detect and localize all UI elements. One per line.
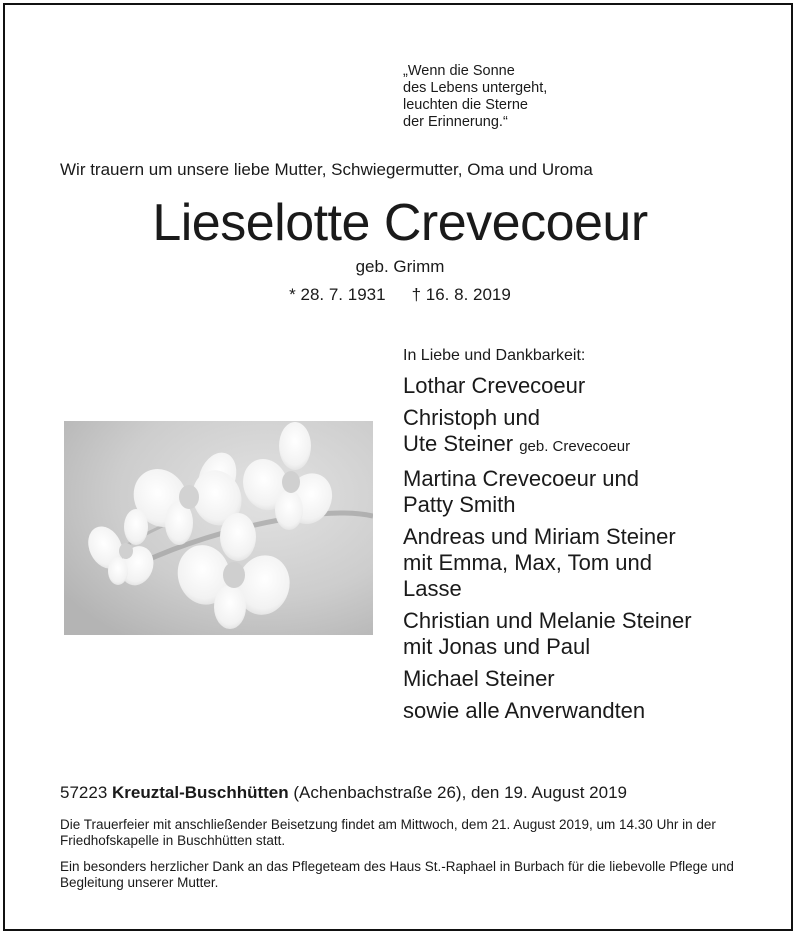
mourner-line: sowie alle Anverwandten bbox=[403, 698, 646, 723]
mourner-entry bbox=[403, 608, 692, 660]
mourner-entry bbox=[403, 524, 692, 602]
mourner-name: Ute Steiner bbox=[403, 431, 514, 456]
funeral-notice: Die Trauerfeier mit anschließender Beisetzung findet am Mittwoch, dem 21. August 2019, um 14.30 Uhr in der Friedhofskapelle in Buschhütten statt. bbox=[60, 817, 716, 848]
mourner-line: mit Emma, Max, Tom und bbox=[403, 550, 652, 575]
mourner-line: Lasse bbox=[403, 576, 462, 601]
mourner-entry bbox=[403, 373, 692, 399]
quote-line: „Wenn die Sonne bbox=[403, 63, 515, 79]
birth-date: * 28. 7. 1931 bbox=[289, 285, 386, 304]
maiden-note: geb. Crevecoeur bbox=[519, 438, 631, 455]
mourners-intro: In Liebe und Dankbarkeit: bbox=[403, 347, 586, 364]
zip-code: 57223 bbox=[60, 783, 108, 802]
mourner-line: Martina Crevecoeur und bbox=[403, 466, 640, 491]
mourners-list bbox=[403, 373, 692, 730]
orchid-image bbox=[64, 421, 373, 635]
orchid-photo bbox=[64, 421, 373, 635]
mourner-line: Christoph und bbox=[403, 405, 540, 430]
quote-line: der Erinnerung.“ bbox=[403, 114, 508, 130]
mourner-line: Lothar Crevecoeur bbox=[403, 373, 586, 398]
maiden-name: geb. Grimm bbox=[355, 257, 445, 276]
address-date: (Achenbachstraße 26), den 19. August 2019 bbox=[293, 783, 627, 802]
place-and-date bbox=[60, 783, 627, 803]
quote-line: des Lebens untergeht, bbox=[403, 80, 548, 96]
memorial-quote bbox=[403, 63, 547, 131]
thanks-notice: Ein besonders herzlicher Dank an das Pflegeteam des Haus St.-Raphael in Burbach für die liebevolle Pflege und Begleitung unserer Mutter. bbox=[60, 859, 734, 890]
mourner-line: Michael Steiner bbox=[403, 666, 555, 691]
mourner-line: mit Jonas und Paul bbox=[403, 634, 591, 659]
mourner-entry bbox=[403, 466, 692, 518]
mourner-entry bbox=[403, 405, 692, 460]
mourner-line: Andreas und Miriam Steiner bbox=[403, 524, 676, 549]
town-name: Kreuztal-Buschhütten bbox=[112, 783, 289, 802]
mourner-entry bbox=[403, 698, 692, 724]
mourner-line bbox=[403, 431, 692, 460]
intro-text: Wir trauern um unsere liebe Mutter, Schwiegermutter, Oma und Uroma bbox=[60, 160, 593, 179]
quote-line: leuchten die Sterne bbox=[403, 97, 528, 113]
life-dates bbox=[0, 285, 800, 305]
mourner-line: Christian und Melanie Steiner bbox=[403, 608, 692, 633]
death-date: † 16. 8. 2019 bbox=[411, 285, 511, 304]
deceased-name: Lieselotte Crevecoeur bbox=[152, 194, 648, 252]
mourner-entry bbox=[403, 666, 692, 692]
mourner-line: Patty Smith bbox=[403, 492, 516, 517]
